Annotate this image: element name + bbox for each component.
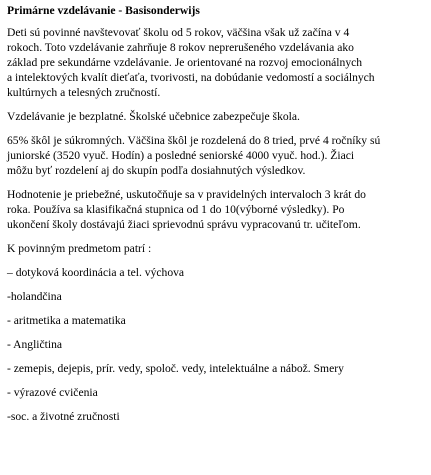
compulsory-subjects-list	[7, 265, 425, 424]
paragraph-free-education	[7, 109, 425, 124]
paragraph-assessment	[7, 187, 425, 232]
subject-item: – dotyková koordinácia a tel. výchova	[7, 266, 185, 279]
paragraph-line: Deti sú povinné navštevovať školu od 5 rokov, väčšina však už začína v 4	[7, 26, 350, 39]
paragraph-line: 65% škôl je súkromných. Väčšina škôl je rozdelená do 8 tried, prvé 4 ročníky sú	[7, 134, 381, 147]
paragraph-compulsory-attendance	[7, 25, 425, 100]
subject-item: -soc. a životné zručnosti	[7, 410, 120, 423]
paragraph-line: Hodnotenie je priebežné, uskutočňuje sa v pravidelných intervaloch 3 krát do	[7, 188, 366, 201]
subject-item: - Angličtina	[7, 338, 63, 351]
paragraph-line: rokoch. Toto vzdelávanie zahrňuje 8 rokov neprerušeného vzdelávania ako	[7, 41, 354, 54]
subject-item: - aritmetika a matematika	[7, 314, 126, 327]
paragraph-line: kultúrnych a telesných zručností.	[7, 86, 161, 99]
subject-item: -holandčina	[7, 290, 62, 303]
paragraph-line: môžu byť rozdelení aj do skupín podľa dosiahnutých výsledkov.	[7, 164, 306, 177]
paragraph-line: ukončení školy dostávajú žiaci sprievodnú správu vypracovanú tr. učiteľom.	[7, 218, 361, 231]
paragraph-line: a intelektových kvalít dieťaťa, tvorivosti, na dobúdanie vedomostí a sociálnych	[7, 71, 375, 84]
paragraph-line: Vzdelávanie je bezplatné. Školské učebnice zabezpečuje škola.	[7, 110, 300, 123]
paragraph-line: základ pre sekundárne vzdelávanie. Je orientované na rozvoj emocionálnych	[7, 56, 363, 69]
subject-item: - výrazové cvičenia	[7, 386, 98, 399]
subjects-list-intro: K povinným predmetom patrí :	[7, 242, 152, 255]
paragraph-line: juniorské (3520 vyuč. Hodín) a posledné seniorské 4000 vyuč. hod.). Žiaci	[7, 149, 355, 162]
document-title: Primárne vzdelávanie - Basisonderwijs	[7, 4, 200, 17]
paragraph-line: roka. Používa sa klasifikačná stupnica od 1 do 10(výborné výsledky). Po	[7, 203, 345, 216]
subject-item: - zemepis, dejepis, prír. vedy, spoloč. vedy, intelektuálne a nábož. Smery	[7, 362, 344, 375]
paragraph-private-schools	[7, 133, 425, 178]
